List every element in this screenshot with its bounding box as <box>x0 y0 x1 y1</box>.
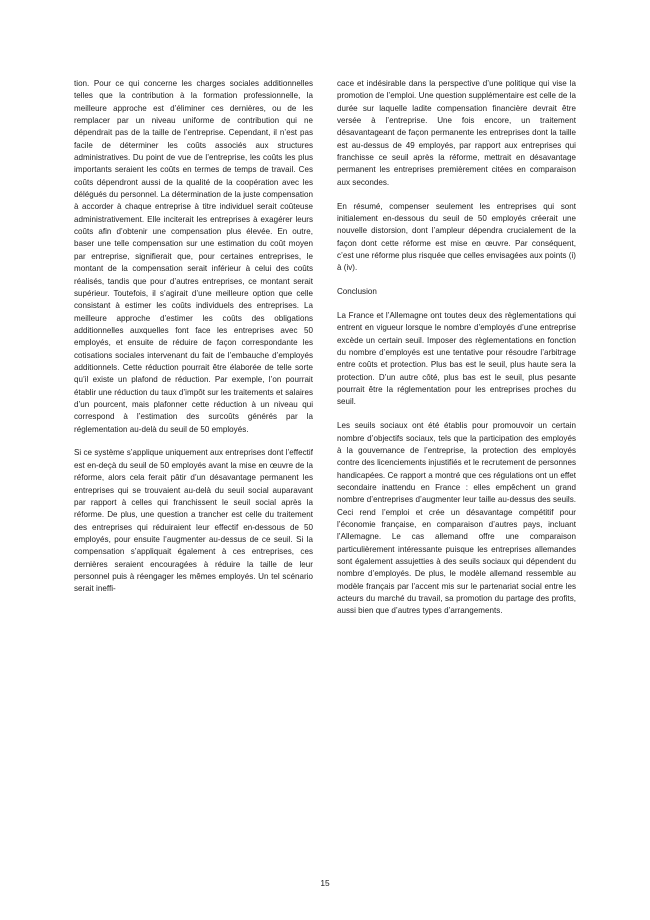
paragraph: En résumé, compenser seulement les entreprises qui sont initialement en-dessous du seuil de 50 employés créerait une nouvelle distorsion, dont l’ampleur dépendra crucialement de la façon dont cette réforme est mise en œuvre. Par conséquent, c’est une réforme plus risquée que celles envisagées aux points (i) à (iv). <box>337 201 576 273</box>
two-column-body <box>74 78 576 868</box>
paragraph: La France et l’Allemagne ont toutes deux des règlementations qui entrent en vigueur lorsque le nombre d’employés d’une entreprise excède un certain seuil. Imposer des règlementations en fonction du nombre d’employés est une tentative pour résoudre l’arbitrage entre coûts et protection. Plus bas est le seuil, plus haute sera la protection. D’un autre côté, plus bas est le seuil, plus pesante pourrait être la réglementation pour les entreprises proches du seuil. <box>337 311 576 407</box>
paragraph: tion. Pour ce qui concerne les charges sociales additionnelles telles que la contribution à la formation professionnelle, la meilleure approche est d’éliminer ces dernières, ou de les remplacer par un niveau uniforme de contribution qui ne dépendrait pas de la taille de l’entreprise. Cependant, il n’est pas facile de déterminer les coûts associés aux structures administratives. Du point de vue de l’entreprise, les coûts les plus importants seraient les coûts en termes de temps de travail. Ces coûts dépendront aussi de la qualité de la coopération avec les délégués du personnel. La détermination de la juste compensation à accorder à chaque entreprise à titre individuel serait coûteuse administrativement. Elle inciterait les entreprises à exagérer leurs coûts afin d’obtenir une compensation plus élevée. En outre, baser une telle compensation sur une estimation du coût moyen par entreprise, signifierait que, pour certaines entreprises, le montant de la compensation serait inférieur à celui des coûts réalisés, tandis que pour d’autres entreprises, ce montant serait supérieur. Toutefois, il s’agirait d’une meilleure option que celle consistant à estimer les coûts individuels des entreprises. La meilleure approche d’estimer les coûts des obligations additionnelles auxquelles font face les entreprises avec 50 employés, et ensuite de réduire de façon correspondante les cotisations sociales intervenant du fait de l’embauche d’employés additionnels. Cette réduction pourrait être élaborée de telle sorte qu’il existe un plafond de réduction. Par exemple, l’on pourrait établir une réduction du taux d’impôt sur les traitements et salaires d’un pourcent, mais plafonner cette réduction à un niveau qui correspond à l’estimation des surcoûts générés par la réglementation au-delà du seuil de 50 employés. <box>74 79 313 434</box>
section-heading-conclusion: Conclusion <box>337 287 377 297</box>
paragraph: Les seuils sociaux ont été établis pour promouvoir un certain nombre d’objectifs sociaux, tels que la participation des employés à la gouvernance de l’entreprise, la protection des employés contre des licenciements injustifiés et le recrutement de personnes handicapées. Ce rapport a montré que ces régulations ont un effet secondaire inattendu en France : elles empêchent un grand nombre d’entreprises d’augmenter leur taille au-dessus des seuils. Ceci rend l’emploi et crée un désavantage compétitif pour l’économie française, en comparaison d’autres pays, incluant l’Allemagne. Le cas allemand offre une comparaison particulièrement intéressante puisque les entreprises allemandes sont également assujetties à des seuils sociaux qui dépendent du nombre d’employés. De plus, le modèle allemand ressemble au modèle français par l’accent mis sur le partenariat social entre les acteurs du marché du travail, sa promotion du partage des profits, aussi bien que d’autres types d’arrangements. <box>337 421 576 616</box>
paragraph: cace et indésirable dans la perspective d’une politique qui vise la promotion de l’emploi. Une question supplémentaire est celle de la durée sur laquelle ladite compensation financière devrait être versée à l’entreprise. Une fois encore, un traitement désavantageant de façon permanente les entreprises dont la taille est au-dessus de 49 employés, par rapport aux entreprises qui franchisse ce seuil après la réforme, mettrait en désavantage permanent les entreprises premièrement citées en comparaison aux secondes. <box>337 79 576 187</box>
page-number: 15 <box>320 878 330 888</box>
paragraph: Si ce système s’applique uniquement aux entreprises dont l’effectif est en-deçà du seuil de 50 employés avant la mise en œuvre de la réforme, alors cela ferait pâtir d’un désavantage permanent les entreprises qui se trouvaient au-delà du seuil social auparavant par rapport à celles qui franchissent le seuil social après la réforme. De plus, une question a trancher est celle du traitement des entreprises qui réduiraient leur effectif en-dessous de 50 employés, pour ensuite l’augmenter au-dessus de ce seuil. Si la compensation s’appliquait également à ces entreprises, ces dernières seraient encouragées à réduire la taille de leur personnel puis à réengager les mêmes employés. Un tel scénario serait ineffi- <box>74 448 313 594</box>
right-column <box>337 78 576 868</box>
left-column <box>74 78 313 868</box>
